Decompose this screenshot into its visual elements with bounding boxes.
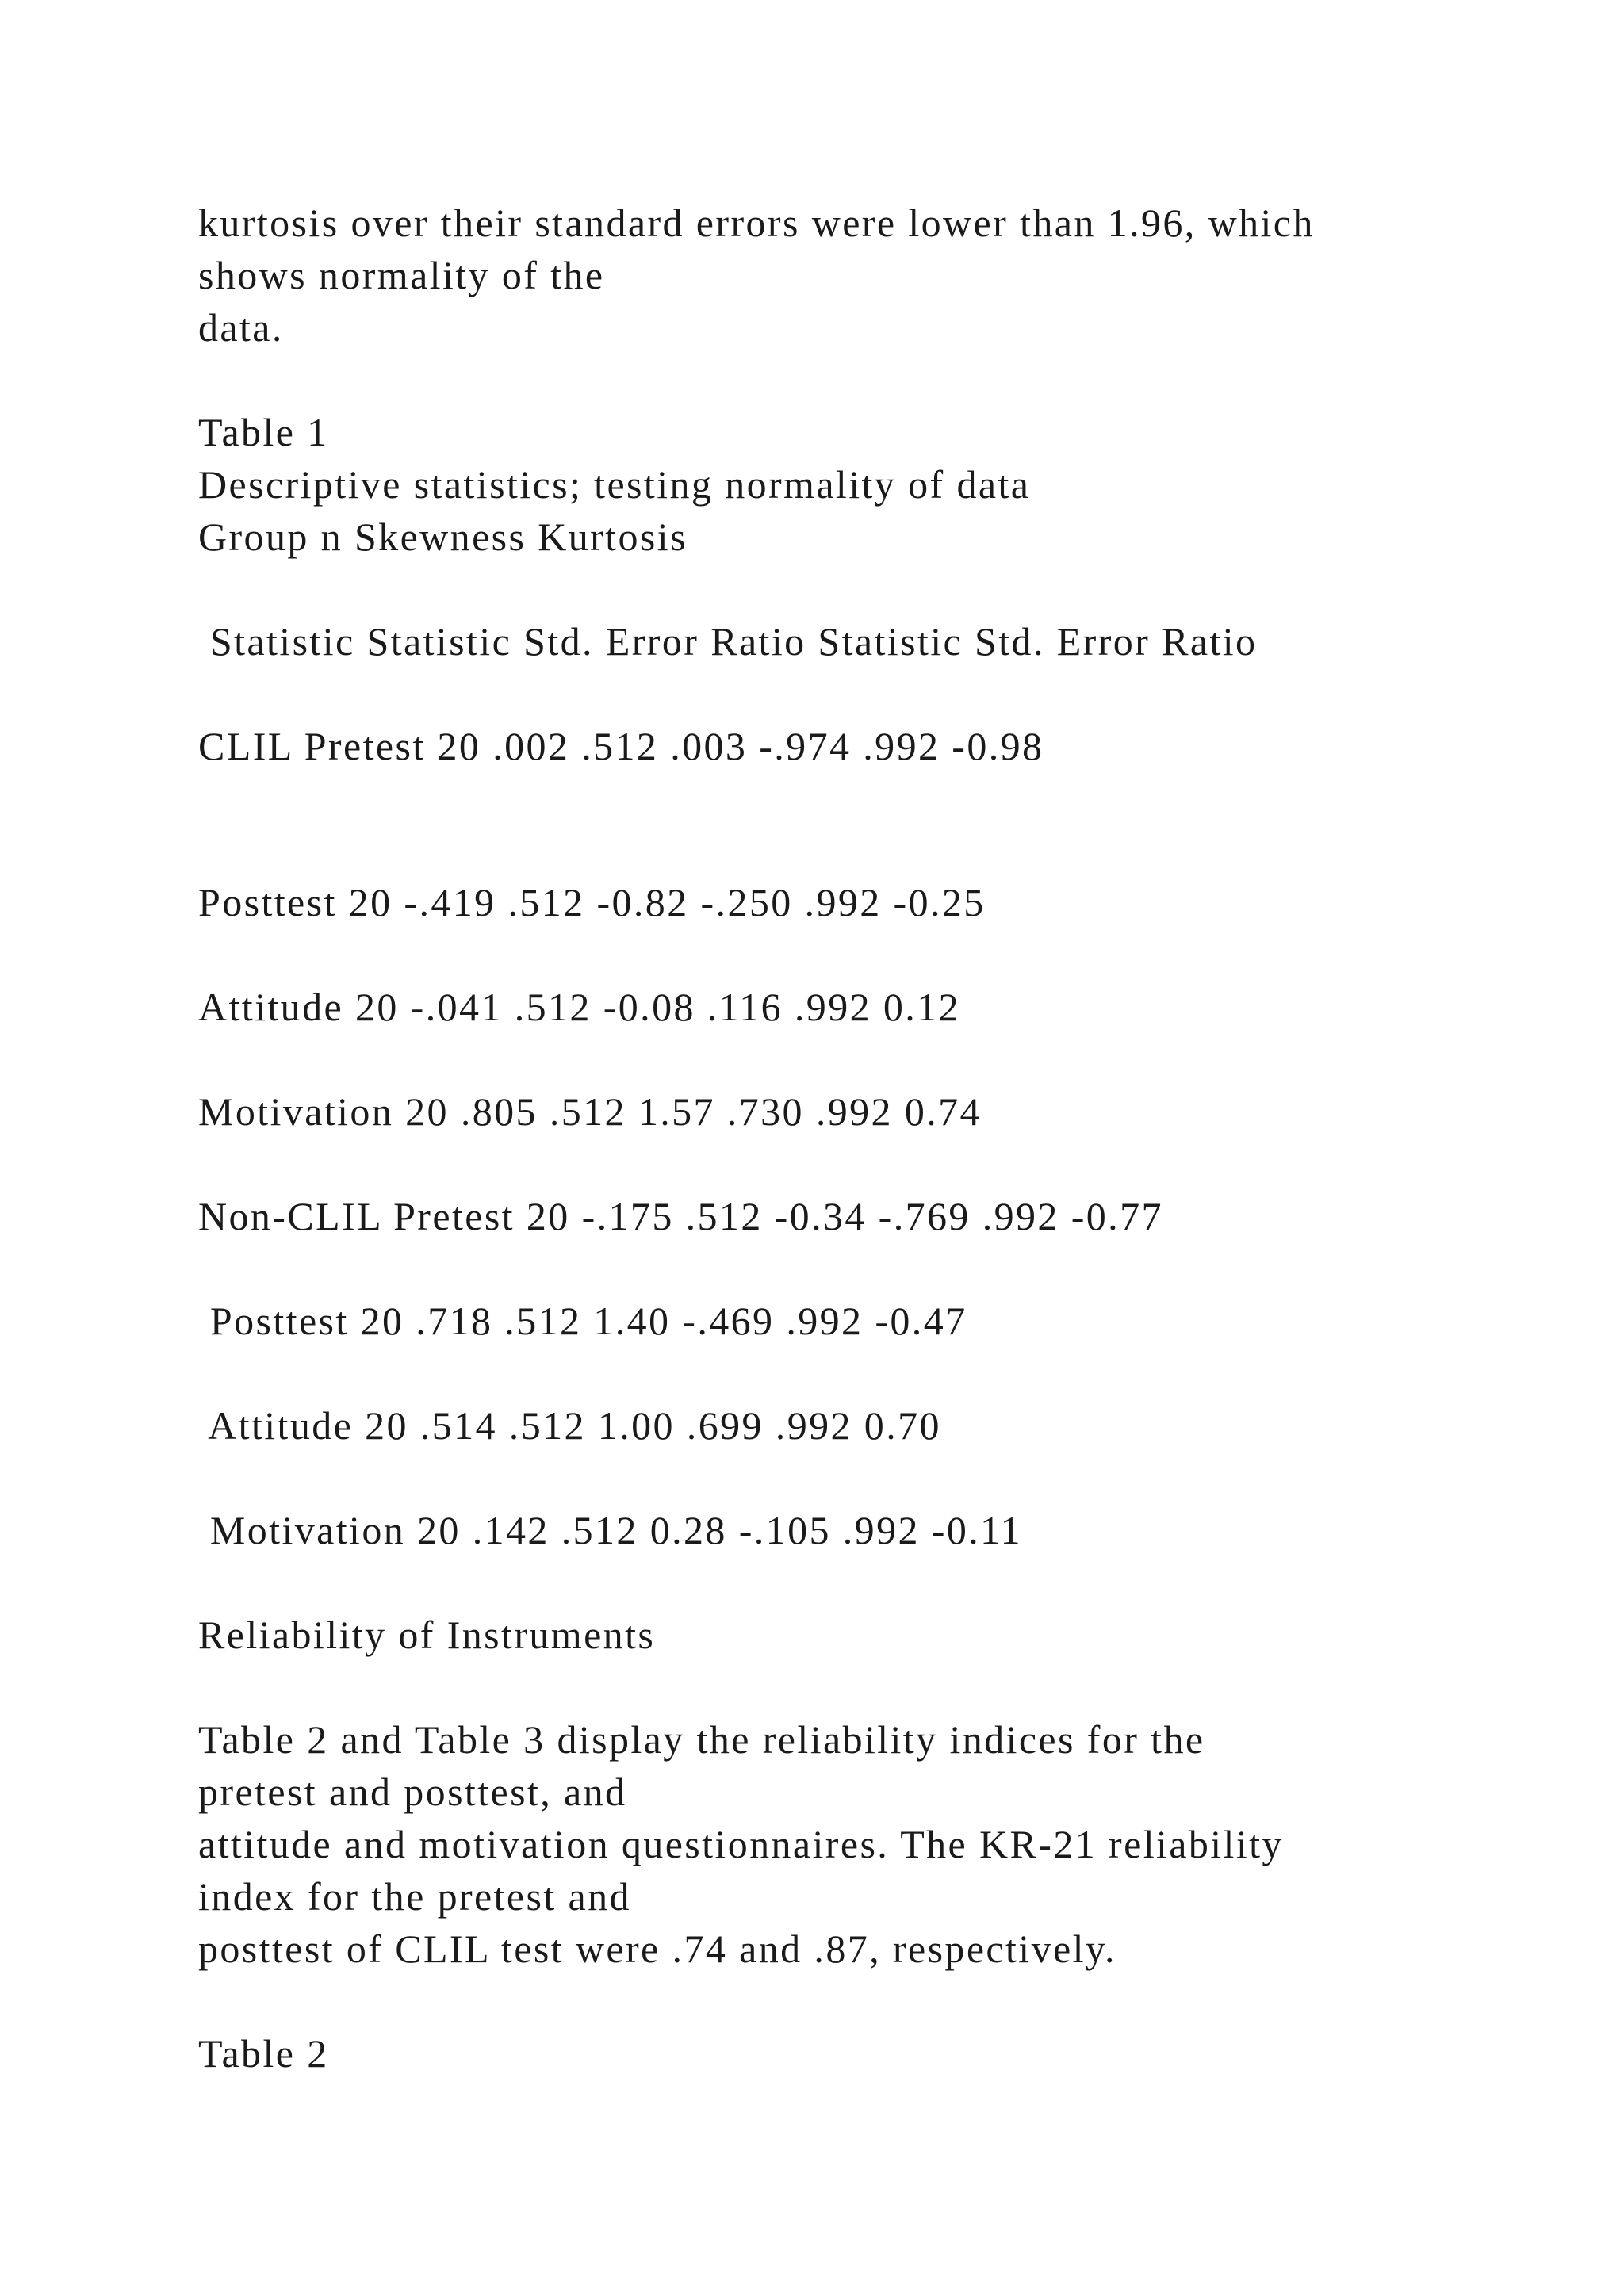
- paragraph-line: data.: [198, 305, 284, 350]
- table-label: Table 1: [198, 410, 329, 454]
- paragraph-line: kurtosis over their standard errors were lower than 1.96, which: [198, 201, 1315, 245]
- paragraph-line: posttest of CLIL test were .74 and .87, respectively.: [198, 1927, 1116, 1971]
- table-row: Motivation 20 .142 .512 0.28 -.105 .992 -0.11: [198, 1508, 1023, 1552]
- section-heading: Reliability of Instruments: [198, 1613, 656, 1657]
- table-subheader-row: Statistic Statistic Std. Error Ratio Statistic Std. Error Ratio: [198, 619, 1258, 664]
- table-row: Posttest 20 .718 .512 1.40 -.469 .992 -0.47: [198, 1299, 967, 1343]
- table-row: CLIL Pretest 20 .002 .512 .003 -.974 .992 -0.98: [198, 724, 1044, 768]
- paragraph-line: pretest and posttest, and: [198, 1770, 627, 1814]
- table-caption: Descriptive statistics; testing normality of data: [198, 462, 1031, 507]
- table-row: Motivation 20 .805 .512 1.57 .730 .992 0.74: [198, 1089, 982, 1134]
- paragraph-line: Table 2 and Table 3 display the reliability indices for the: [198, 1717, 1205, 1762]
- table-row: Non-CLIL Pretest 20 -.175 .512 -0.34 -.769 .992 -0.77: [198, 1194, 1163, 1238]
- table-row: Attitude 20 -.041 .512 -0.08 .116 .992 0.12: [198, 985, 961, 1029]
- paragraph-line: index for the pretest and: [198, 1874, 631, 1919]
- table-header-row: Group n Skewness Kurtosis: [198, 515, 688, 559]
- table-label: Table 2: [198, 2031, 329, 2076]
- table-row: Posttest 20 -.419 .512 -0.82 -.250 .992 -0.25: [198, 880, 986, 924]
- paragraph-line: attitude and motivation questionnaires. The KR-21 reliability: [198, 1822, 1284, 1866]
- table-row: Attitude 20 .514 .512 1.00 .699 .992 0.70: [198, 1403, 941, 1448]
- paragraph-line: shows normality of the: [198, 253, 605, 297]
